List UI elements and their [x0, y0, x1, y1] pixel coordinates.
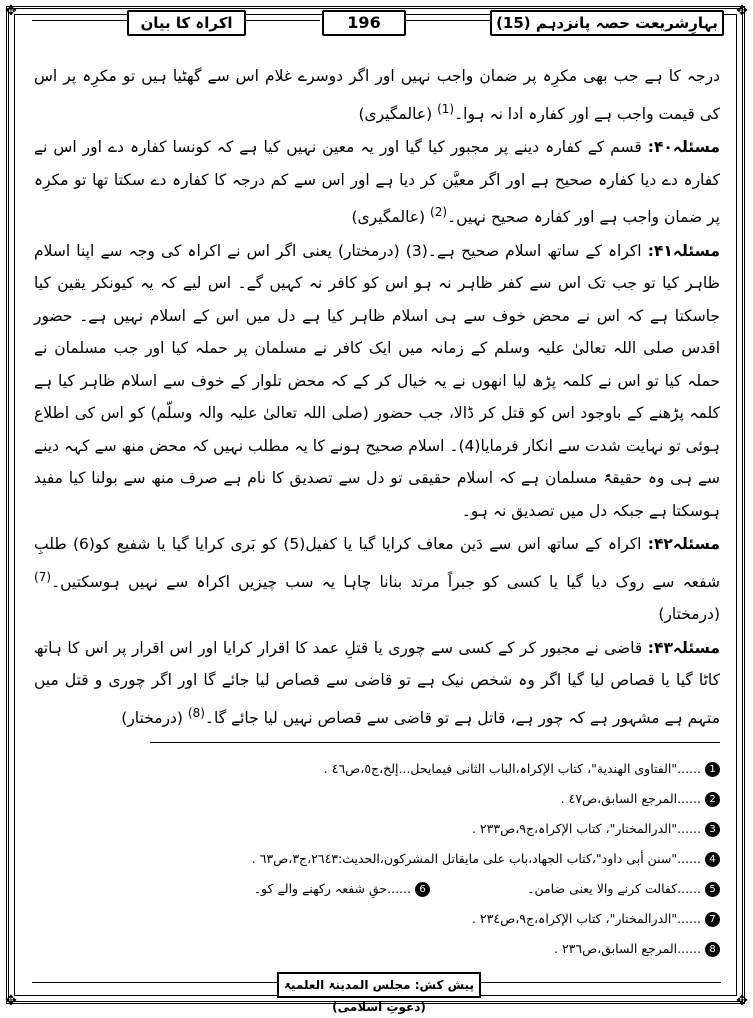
- footnotes: [40, 754, 720, 964]
- footnote: 8......المرجع السابق،ص٢٣٦ .: [40, 934, 720, 964]
- header-rule: [32, 20, 127, 21]
- footnote-number: 3: [705, 822, 720, 837]
- publisher-credit: پیش کش: مجلس المدینۃ العلمیۃ (دعوتِ اسلامی): [277, 972, 481, 998]
- footnote-number: 2: [705, 792, 720, 807]
- book-title: بہارِشریعت حصہ پانزدہم (15): [490, 10, 724, 36]
- paragraph: درجہ کا ہے جب بھی مکرِہ پر ضمان واجب نہیں اور اگر دوسرے غلام اس سے گھٹیا ہیں تو مکرِہ پر اس کی قیمت واجب ہے اور کفارہ ادا نہ ہوا۔$^{(1)}$ (عالمگیری): [34, 67, 720, 123]
- masala-label: مسئلہ۴۳:: [647, 638, 721, 657]
- chapter-title: اکراہ کا بیان: [127, 10, 246, 36]
- footnote: 7......"الدرالمختار"، کتاب الإکراہ،ج٩،ص٢٣٤ .: [40, 904, 720, 934]
- masala-label: مسئلہ۴۲:: [647, 535, 720, 554]
- masala-label: مسئلہ۴۰:: [647, 138, 720, 157]
- header-rule: [245, 20, 320, 21]
- corner-ornament-icon: ✥: [736, 993, 748, 1009]
- footer-rule: [32, 982, 277, 983]
- footnote-number: 5: [705, 882, 720, 897]
- footnote: 3......"الدرالمختار"، کتاب الإکراہ،ج٩،ص٢٣٣ .: [40, 814, 720, 844]
- page-number: 196: [322, 10, 406, 36]
- main-text: [34, 60, 720, 736]
- footnote-number: 6: [415, 882, 430, 897]
- footnote: 2......المرجع السابق،ص٤٧ .: [40, 784, 720, 814]
- paragraph: مسئلہ۴۲: اکراہ کے ساتھ اس سے دَین معاف کرایا گیا یا کفیل(5) کو بَری کرایا گیا یا شفیع کو(6) طلبِ شفعہ سے روک دیا گیا یا کسی کو جبراً مرتد بنانا چاہا یہ سب چیزیں اکراہ سے نہیں ہوسکتیں۔$^{(7)}$ (درمختار): [34, 535, 720, 624]
- footnote-number: 4: [705, 852, 720, 867]
- page-footer: [22, 970, 730, 1014]
- footer-rule: [481, 982, 721, 983]
- footnote: 1......"الفتاوی الھندیة"، کتاب الإکراہ،الباب الثانی فیمایحل...إلخ،ج٥،ص٤٦ .: [40, 754, 720, 784]
- page-header: [22, 4, 730, 34]
- corner-ornament-icon: ✥: [5, 3, 17, 19]
- footnote-number: 1: [705, 762, 720, 777]
- header-rule: [405, 20, 490, 21]
- corner-ornament-icon: ✥: [5, 993, 17, 1009]
- footnote-number: 7: [705, 912, 720, 927]
- paragraph: مسئلہ۴۳: قاضی نے مجبور کر کے کسی سے چوری یا قتلِ عمد کا اقرار کرایا اور اس اقرار پر اس کا ہاتھ کاٹا گیا یا قصاص لیا گیا اگر وہ شخص نیک ہے تو قاضی سے قصاص لیا جائے گا اور اگر چوری و قتل میں متہم ہے مشہور ہے کہ چور ہے، قاتل ہے تو قاضی سے قصاص نہیں لیا جائے گا۔$^{(8)}$ (درمختار): [34, 638, 721, 728]
- footnote-separator: [150, 742, 720, 743]
- footnote: 5......کفالت کرنے والا یعنی ضامن۔ 6......حقِ شفعہ رکھنے والے کو۔: [40, 874, 720, 904]
- corner-ornament-icon: ✥: [736, 3, 748, 19]
- footnote-inline: 6......حقِ شفعہ رکھنے والے کو۔: [254, 874, 430, 904]
- masala-label: مسئلہ۴۱:: [647, 241, 720, 260]
- footnote-number: 8: [705, 942, 720, 957]
- paragraph: مسئلہ۴۱: اکراہ کے ساتھ اسلام صحیح ہے۔(3) (درمختار) یعنی اگر اس نے اکراہ کی وجہ سے اپنا اسلام ظاہر کیا تو جب تک اس سے کفر ظاہر نہ ہو اس کو کافر نہ کہیں گے۔ اس لیے کہ یہ کیونکر یقین کیا جاسکتا ہے کہ اس نے محض خوف سے ہی اسلام ظاہر کیا ہے دل میں اس کے اسلام نہیں ہے۔ حضور اقدس صلی اللہ تعالیٰ علیہ وسلم کے زمانہ میں ایک کافر نے مسلمان پر حملہ کیا اور جب مسلمان نے حملہ کیا تو اس نے کلمہ پڑھ لیا انھوں نے یہ خیال کر کے کہ محض تلوار کے خوف سے اسلام ظاہر کیا ہے کلمہ پڑھنے کے باوجود اس کو قتل کر ڈالا، جب حضور (صلی اللہ تعالیٰ علیہ والہ وسلّم) کو اس کی اطلاع ہوئی تو نہایت شدت سے انکار فرمایا(4)۔ اسلام صحیح ہونے کا یہ مطلب نہیں کہ محض منھ سے کہہ دینے سے ہی وہ حقیقۃً مسلمان ہے کہ اسلام حقیقی تو دل سے تصدیق کا نام ہے صرف منھ سے بولنا کیا مفید ہوسکتا ہے جبکہ دل میں تصدیق نہ ہو۔: [34, 241, 720, 520]
- paragraph: مسئلہ۴۰: قسم کے کفارہ دینے پر مجبور کیا گیا اور یہ معین نہیں کیا ہے کہ کونسا کفارہ دے اور اس نے کفارہ دے دیا کفارہ صحیح ہے اور اگر معیَّن کر دیا ہے اور اس سے کم درجہ کا کفارہ دے سکتا تھا تو مکرِہ پر ضمان واجب ہے اور کفارہ صحیح نہیں۔$^{(2)}$ (عالمگیری): [34, 138, 720, 227]
- footnote: 4......"سنن أبی داود"،کتاب الجھاد،باب علی مایقاتل المشرکون،الحدیث:٢٦٤٣،ج٣،ص٦٣ .: [40, 844, 720, 874]
